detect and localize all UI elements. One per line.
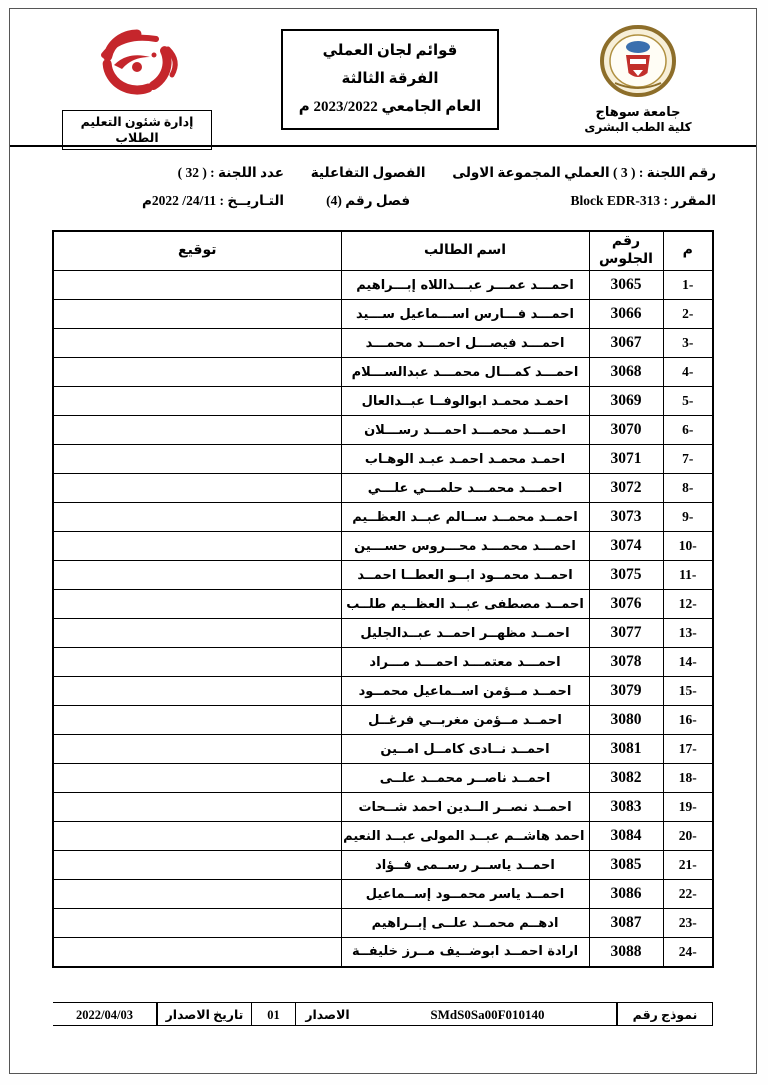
student-name: احمــد مظهــر احمــد عبــدالجليل (341, 619, 589, 648)
row-index: 17- (663, 735, 713, 764)
crescent-calligraphy-logo-icon (74, 25, 200, 101)
count-date-block (142, 159, 284, 216)
document-title-box (281, 29, 499, 130)
row-index: 9- (663, 503, 713, 532)
row-index: 11- (663, 561, 713, 590)
issue-date-label: تاريخ الاصدار (157, 1002, 251, 1026)
student-name: احمد هاشــم عبــد المولى عبــد النعيم (341, 822, 589, 851)
seat-number: 3069 (589, 387, 663, 416)
section-block (311, 159, 426, 216)
student-row (53, 503, 713, 532)
row-index: 24- (663, 938, 713, 967)
student-name: احمـــد فيصـــل احمـــد محمـــد (341, 329, 589, 358)
seat-number: 3084 (589, 822, 663, 851)
col-header-seat-number (589, 231, 663, 271)
row-index: 6- (663, 416, 713, 445)
form-footer (53, 1002, 713, 1026)
form-number-label: نموذج رقم (617, 1002, 713, 1026)
signature-cell (53, 793, 341, 822)
class-number-line: فصل رقم (4) (326, 193, 411, 209)
section-line: الفصول التفاعلية (310, 165, 426, 180)
student-row (53, 590, 713, 619)
form-number-code: SMdS0Sa00F010140 (359, 1002, 617, 1026)
seat-number: 3076 (589, 590, 663, 619)
student-row (53, 300, 713, 329)
row-index: 20- (663, 822, 713, 851)
signature-cell (53, 648, 341, 677)
student-row (53, 358, 713, 387)
student-row (53, 387, 713, 416)
row-index: 1- (663, 271, 713, 300)
student-name: احمــد ناصــر محمــد علــى (341, 764, 589, 793)
seat-number: 3080 (589, 706, 663, 735)
student-name: احمـــد محمـــد محـــروس حســـين (341, 532, 589, 561)
students-table-header-row (53, 231, 713, 271)
admin-office-label: إدارة شئون التعليم الطلاب (62, 110, 212, 150)
row-index: 14- (663, 648, 713, 677)
page-header (10, 9, 756, 145)
signature-cell (53, 909, 341, 938)
signature-cell (53, 271, 341, 300)
title-line-2: الفرقة الثالثة (341, 70, 439, 87)
student-name: احمـد محمـد ابوالوفــا عبــدالعال (341, 387, 589, 416)
row-index: 16- (663, 706, 713, 735)
seat-number: 3073 (589, 503, 663, 532)
student-name: احمــد مــؤمن مغربــي فرغــل (341, 706, 589, 735)
row-index: 12- (663, 590, 713, 619)
row-index: 23- (663, 909, 713, 938)
student-row (53, 271, 713, 300)
signature-cell (53, 880, 341, 909)
seat-number: 3081 (589, 735, 663, 764)
row-index: 15- (663, 677, 713, 706)
admin-identity-block (62, 25, 212, 150)
signature-cell (53, 822, 341, 851)
signature-cell (53, 329, 341, 358)
seat-number: 3071 (589, 445, 663, 474)
seat-number: 3079 (589, 677, 663, 706)
student-name: احمـد محمـد احمـد عبـد الوهـاب (341, 445, 589, 474)
student-row (53, 822, 713, 851)
committee-course-block (452, 159, 716, 216)
signature-cell (53, 735, 341, 764)
student-name: احمـــد معتمـــد احمـــد مـــراد (341, 648, 589, 677)
student-row (53, 532, 713, 561)
seat-number: 3088 (589, 938, 663, 967)
student-name: احمــد ياســر رســمى فــؤاد (341, 851, 589, 880)
student-row (53, 619, 713, 648)
committee-count-line: عدد اللجنة : ( 32 ) (177, 165, 285, 180)
student-row (53, 938, 713, 967)
students-table-body (53, 271, 713, 967)
row-index: 3- (663, 329, 713, 358)
student-name: احمـــد فـــارس اســـماعيل ســـيد (341, 300, 589, 329)
row-index: 5- (663, 387, 713, 416)
signature-cell (53, 590, 341, 619)
col-header-seat-line1: رقم (611, 234, 641, 250)
col-header-signature: توقيع (53, 231, 341, 271)
row-index: 4- (663, 358, 713, 387)
row-index: 21- (663, 851, 713, 880)
row-index: 13- (663, 619, 713, 648)
seat-number: 3085 (589, 851, 663, 880)
student-name: احمــد مــؤمن اســماعيل محمــود (341, 677, 589, 706)
student-row (53, 648, 713, 677)
signature-cell (53, 532, 341, 561)
seat-number: 3068 (589, 358, 663, 387)
signature-cell (53, 938, 341, 967)
student-row (53, 677, 713, 706)
student-name: احمـــد عمـــر عبـــداللاه إبـــراهيم (341, 271, 589, 300)
row-index: 10- (663, 532, 713, 561)
signature-cell (53, 416, 341, 445)
issue-value: 01 (251, 1002, 295, 1026)
document-page (9, 8, 757, 1074)
student-name: احمـــد محمـــد احمـــد رســـلان (341, 416, 589, 445)
issue-label: الاصدار (295, 1002, 359, 1026)
seat-number: 3070 (589, 416, 663, 445)
seat-number: 3082 (589, 764, 663, 793)
university-name: جامعة سوهاج (595, 104, 681, 119)
student-row (53, 445, 713, 474)
seat-number: 3077 (589, 619, 663, 648)
signature-cell (53, 445, 341, 474)
university-seal-icon (599, 25, 677, 97)
seat-number: 3074 (589, 532, 663, 561)
col-header-index: م (663, 231, 713, 271)
student-row (53, 416, 713, 445)
seat-number: 3072 (589, 474, 663, 503)
col-header-student-name: اسم الطالب (341, 231, 589, 271)
row-index: 19- (663, 793, 713, 822)
signature-cell (53, 561, 341, 590)
signature-cell (53, 387, 341, 416)
row-index: 22- (663, 880, 713, 909)
title-line-1: قوائم لجان العملي (322, 43, 458, 59)
student-name: ادهــم محمــد علــى إبــراهيم (341, 909, 589, 938)
issue-date-value: 2022/04/03 (53, 1002, 157, 1026)
student-row (53, 880, 713, 909)
student-row (53, 329, 713, 358)
seat-number: 3087 (589, 909, 663, 938)
seat-number: 3075 (589, 561, 663, 590)
students-table (52, 230, 714, 968)
seat-number: 3065 (589, 271, 663, 300)
committee-number-line: رقم اللجنة : ( 3 ) العملي المجموعة الاولى (452, 165, 716, 180)
student-name: احمــد ياسر محمــود إســماعيل (341, 880, 589, 909)
row-index: 18- (663, 764, 713, 793)
student-name: احمـــد كمـــال محمـــد عبدالســـلام (341, 358, 589, 387)
seat-number: 3078 (589, 648, 663, 677)
student-row (53, 764, 713, 793)
seat-number: 3083 (589, 793, 663, 822)
row-index: 7- (663, 445, 713, 474)
student-row (53, 706, 713, 735)
col-header-seat-line2: الجلوس (599, 251, 653, 267)
signature-cell (53, 851, 341, 880)
seat-number: 3086 (589, 880, 663, 909)
university-identity-block (568, 25, 708, 135)
signature-cell (53, 764, 341, 793)
student-row (53, 474, 713, 503)
date-line: التـاريــخ : 24/11/ 2022م (142, 193, 285, 209)
signature-cell (53, 474, 341, 503)
student-name: احمـــد محمـــد حلمـــي علـــي (341, 474, 589, 503)
title-line-3: العام الجامعي 2023/2022 م (298, 98, 482, 115)
course-line: المقرر : Block EDR-313 (570, 193, 716, 209)
signature-cell (53, 677, 341, 706)
student-row (53, 793, 713, 822)
seat-number: 3066 (589, 300, 663, 329)
row-index: 8- (663, 474, 713, 503)
seat-number: 3067 (589, 329, 663, 358)
student-row (53, 735, 713, 764)
signature-cell (53, 300, 341, 329)
signature-cell (53, 619, 341, 648)
committee-info-band (10, 147, 756, 222)
student-name: احمــد محمــد ســالم عبــد العظــيم (341, 503, 589, 532)
faculty-name: كلية الطب البشرى (584, 120, 692, 134)
student-name: احمــد نصــر الــدين احمد شــحات (341, 793, 589, 822)
signature-cell (53, 503, 341, 532)
signature-cell (53, 706, 341, 735)
student-row (53, 561, 713, 590)
student-name: احمــد مصطفى عبــد العظــيم طلــب (341, 590, 589, 619)
student-name: ارادة احمــد ابوضــيف مــرز خليفــة (341, 938, 589, 967)
student-row (53, 909, 713, 938)
student-name: احمــد نــادى كامــل امــين (341, 735, 589, 764)
row-index: 2- (663, 300, 713, 329)
signature-cell (53, 358, 341, 387)
student-row (53, 851, 713, 880)
student-name: احمــد محمــود ابــو العطــا احمــد (341, 561, 589, 590)
